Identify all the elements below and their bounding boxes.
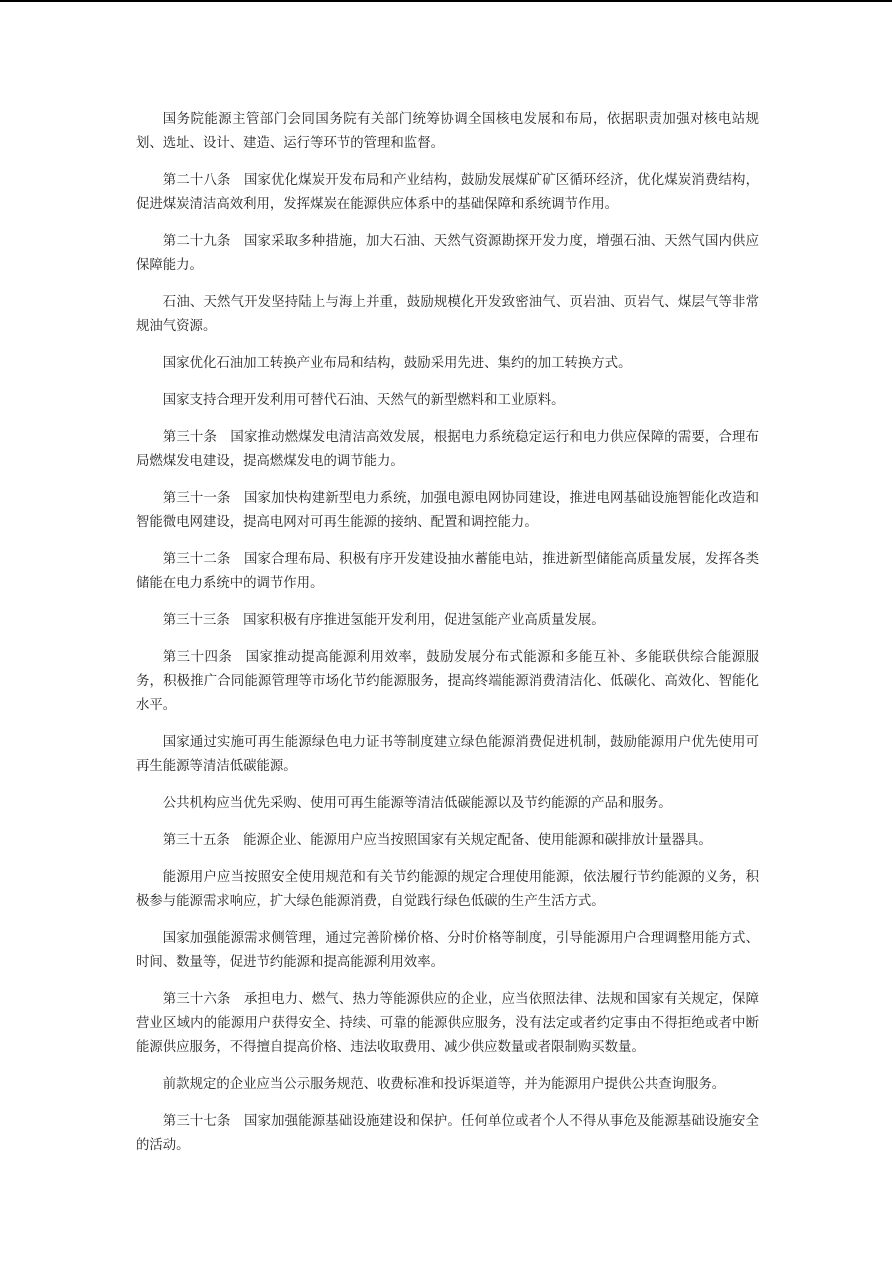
paragraph-text: 承担电力、燃气、热力等能源供应的企业，应当依照法律、法规和国家有关规定，保障营业区域内的能源用户获得安全、持续、可靠的能源供应服务，没有法定或者约定事由不得拒绝或者中断能源供应服务，不得擅自提高价格、违法收取费用、减少供应数量或者限制购买数量。 — [136, 992, 760, 1055]
paragraph-text: 国家优化石油加工转换产业布局和结构，鼓励采用先进、集约的加工转换方式。 — [162, 356, 632, 371]
paragraph — [136, 426, 759, 474]
paragraph — [136, 548, 759, 596]
paragraph-text: 国家推动提高能源利用效率，鼓励发展分布式能源和多能互补、多能联供综合能源服务，积极推广合同能源管理等市场化节约能源服务，提高终端能源消费清洁化、低碳化、高效化、智能化水平。 — [136, 650, 760, 713]
article-number: 第三十四条 — [162, 650, 233, 665]
paragraph — [136, 731, 759, 779]
article-number: 第三十五条 — [162, 833, 230, 848]
paragraph — [136, 866, 759, 914]
paragraph-text: 国家通过实施可再生能源绿色电力证书等制度建立绿色能源消费促进机制，鼓励能源用户优先使用可再生能源等清洁低碳能源。 — [136, 735, 759, 774]
paragraph-text: 石油、天然气开发坚持陆上与海上并重，鼓励规模化开发致密油气、页岩油、页岩气、煤层气等非常规油气资源。 — [136, 295, 759, 334]
paragraph-text: 能源企业、能源用户应当按照国家有关规定配备、使用能源和碳排放计量器具。 — [243, 833, 712, 848]
paragraph-text: 国家积极有序推进氢能开发利用，促进氢能产业高质量发展。 — [243, 613, 605, 628]
paragraph-text: 能源用户应当按照安全使用规范和有关节约能源的规定合理使用能源，依法履行节约能源的义务，积极参与能源需求响应，扩大绿色能源消费，自觉践行绿色低碳的生产生活方式。 — [136, 870, 759, 909]
paragraph-text: 国家优化煤炭开发布局和产业结构，鼓励发展煤矿矿区循环经济，优化煤炭消费结构，促进煤炭清洁高效利用，发挥煤炭在能源供应体系中的基础保障和系统调节作用。 — [136, 173, 760, 212]
paragraph-text: 国家加快构建新型电力系统，加强电源电网协同建设，推进电网基础设施智能化改造和智能微电网建设，提高电网对可再生能源的接纳、配置和调控能力。 — [136, 491, 760, 530]
paragraph — [136, 230, 759, 278]
article-number: 第三十一条 — [162, 491, 231, 506]
paragraph-text: 国家支持合理开发利用可替代石油、天然气的新型燃料和工业原料。 — [162, 393, 565, 408]
paragraph-text: 国家采取多种措施，加大石油、天然气资源勘探开发力度，增强石油、天然气国内供应保障能力。 — [136, 234, 760, 273]
paragraph — [136, 108, 759, 156]
paragraph-text: 国家加强能源基础设施建设和保护。任何单位或者个人不得从事危及能源基础设施安全的活动。 — [136, 1114, 760, 1153]
paragraph — [136, 646, 759, 718]
paragraph — [136, 389, 759, 413]
paragraph-text: 国家加强能源需求侧管理，通过完善阶梯价格、分时价格等制度，引导能源用户合理调整用能方式、时间、数量等，促进节约能源和提高能源利用效率。 — [136, 931, 759, 970]
paragraph — [136, 169, 759, 217]
paragraph-text: 国家合理布局、积极有序开发建设抽水蓄能电站，推进新型储能高质量发展，发挥各类储能在电力系统中的调节作用。 — [136, 552, 760, 591]
article-number: 第三十七条 — [162, 1114, 231, 1129]
paragraph-text: 前款规定的企业应当公示服务规范、收费标准和投诉渠道等，并为能源用户提供公共查询服务。 — [162, 1077, 726, 1092]
paragraph — [136, 792, 759, 816]
article-number: 第二十九条 — [162, 234, 231, 249]
article-number: 第三十六条 — [162, 992, 231, 1007]
paragraph — [136, 927, 759, 975]
article-number: 第三十条 — [162, 430, 218, 445]
paragraph-text: 公共机构应当优先采购、使用可再生能源等清洁低碳能源以及节约能源的产品和服务。 — [162, 796, 672, 811]
article-number: 第二十八条 — [162, 173, 231, 188]
paragraph — [136, 1073, 759, 1097]
paragraph — [136, 988, 759, 1060]
paragraph — [136, 609, 759, 633]
paragraph — [136, 1110, 759, 1158]
article-number: 第三十三条 — [162, 613, 230, 628]
paragraph — [136, 487, 759, 535]
document-body — [136, 108, 759, 1171]
paragraph — [136, 291, 759, 339]
paragraph — [136, 352, 759, 376]
paragraph-text: 国家推动燃煤发电清洁高效发展，根据电力系统稳定运行和电力供应保障的需要，合理布局燃煤发电建设，提高燃煤发电的调节能力。 — [136, 430, 760, 469]
paragraph — [136, 829, 759, 853]
paragraph-text: 国务院能源主管部门会同国务院有关部门统筹协调全国核电发展和布局，依据职责加强对核电站规划、选址、设计、建造、运行等环节的管理和监督。 — [136, 112, 759, 151]
article-number: 第三十二条 — [162, 552, 231, 567]
